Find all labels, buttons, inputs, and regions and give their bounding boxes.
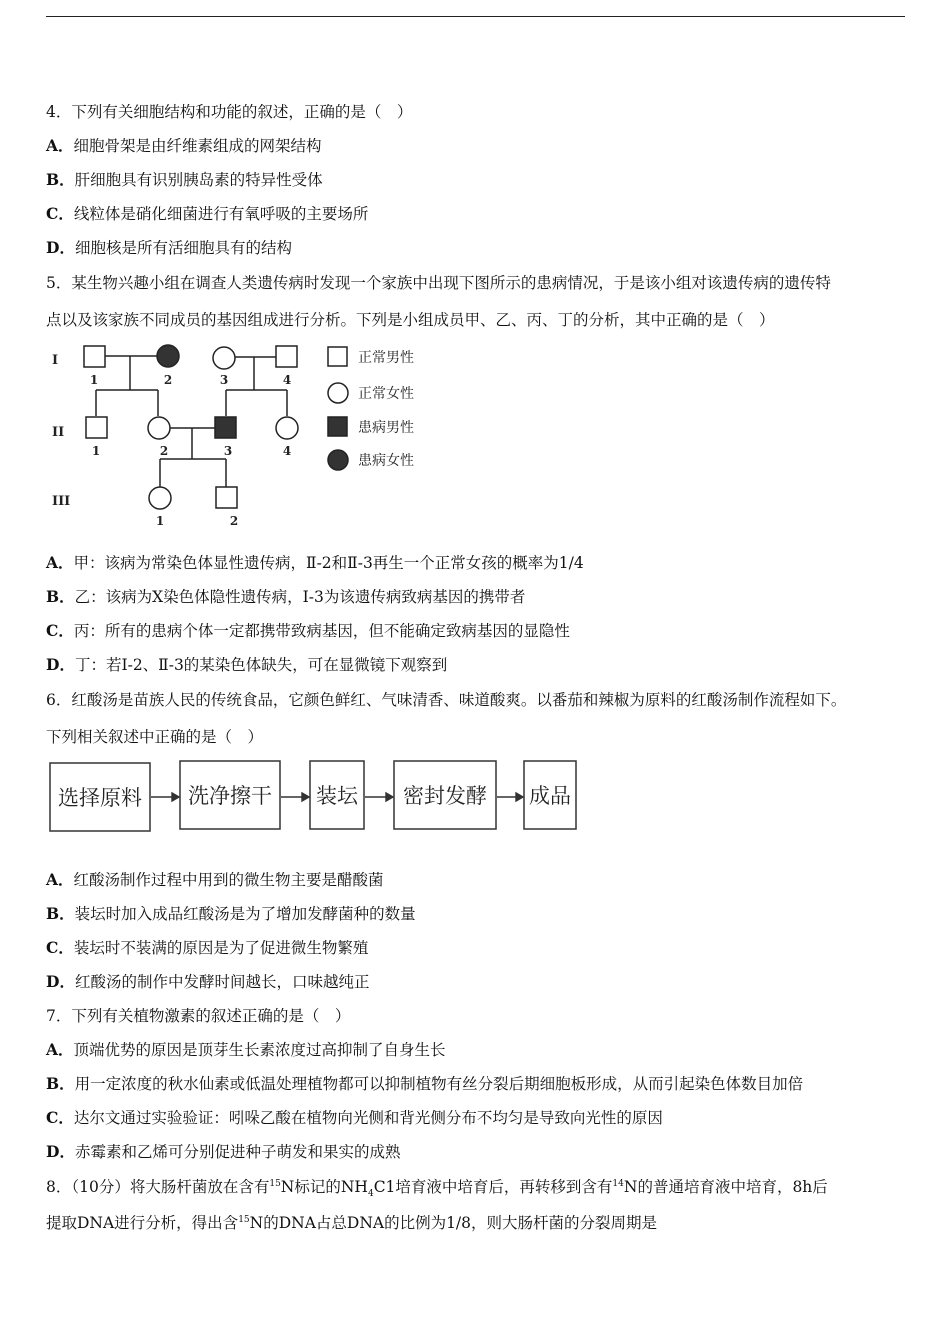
gen2-num-1: 1 xyxy=(91,444,101,458)
gen1-num-3: 3 xyxy=(219,373,229,387)
q7-option-b: B．用一定浓度的秋水仙素或低温处理植物都可以抑制植物有丝分裂后期细胞板形成，从而引起染色体数目加倍 xyxy=(46,1074,804,1093)
q6-stem-line2: 下列相关叙述中正确的是（ ） xyxy=(46,728,264,746)
gen2-num-3: 3 xyxy=(223,444,233,458)
q5-stem-line2: 点以及该家族不同成员的基因组成进行分析。下列是小组成员甲、乙、丙、丁的分析，其中正确的是（ ） xyxy=(46,311,775,329)
pedigree-diagram xyxy=(46,338,446,533)
gen1-num-1: 1 xyxy=(89,373,99,387)
q8-line2: 提取DNA进行分析，得出含$^{15}$N的DNA占总DNA的比例为1/8，则大肠杆菌的分裂周期是 xyxy=(46,1214,658,1232)
q6-option-b: B．装坛时加入成品红酸汤是为了增加发酵菌种的数量 xyxy=(46,904,416,923)
q6-option-a: A．红酸汤制作过程中用到的微生物主要是醋酸菌 xyxy=(46,870,384,889)
legend-affected-female: 患病女性 xyxy=(358,453,414,469)
q7-stem: 7．下列有关植物激素的叙述正确的是（ ） xyxy=(46,1007,351,1025)
q5-option-c: C．丙：所有的患病个体一定都携带致病基因，但不能确定致病基因的显隐性 xyxy=(46,621,570,640)
q4-option-a: A．细胞骨架是由纤维素组成的网架结构 xyxy=(46,136,322,155)
q7-option-c: C．达尔文通过实验验证：吲哚乙酸在植物向光侧和背光侧分布不均匀是导致向光性的原因 xyxy=(46,1108,663,1127)
q4-option-c: C．线粒体是硝化细菌进行有氧呼吸的主要场所 xyxy=(46,204,369,223)
q6-option-c: C．装坛时不装满的原因是为了促进微生物繁殖 xyxy=(46,938,369,957)
q5-option-a: A．甲：该病为常染色体显性遗传病，Ⅱ-2和Ⅱ-3再生一个正常女孩的概率为1/4 xyxy=(46,553,584,572)
q8-line1: 8．（10分）将大肠杆菌放在含有$^{15}$N标记的$NH_4C1$培育液中培育后，再转移到含有$^{14}$N的普通培育液中培育，8h后 xyxy=(46,1178,828,1200)
flow-step-4: 密封发酵 xyxy=(403,784,487,808)
legend-normal-male: 正常男性 xyxy=(358,350,414,366)
q6-option-d: D．红酸汤的制作中发酵时间越长，口味越纯正 xyxy=(46,972,370,991)
q7-option-a: A．顶端优势的原因是顶芽生长素浓度过高抑制了自身生长 xyxy=(46,1040,446,1059)
q6-stem-line1: 6．红酸汤是苗族人民的传统食品，它颜色鲜红、气味清香、味道酸爽。以番茄和辣椒为原料的红酸汤制作流程如下。 xyxy=(46,691,847,709)
process-flow-diagram xyxy=(46,757,586,837)
gen2-num-2: 2 xyxy=(159,444,169,458)
flow-step-3: 装坛 xyxy=(316,784,358,808)
gen3-num-2: 2 xyxy=(229,514,239,528)
q4-option-b: B．肝细胞具有识别胰岛素的特异性受体 xyxy=(46,170,323,189)
gen-label-1: I xyxy=(52,353,59,368)
q5-stem-line1: 5．某生物兴趣小组在调查人类遗传病时发现一个家族中出现下图所示的患病情况，于是该小组对该遗传病的遗传特 xyxy=(46,274,831,292)
legend-normal-female: 正常女性 xyxy=(358,386,414,402)
gen-label-3: III xyxy=(52,494,71,509)
header-rule xyxy=(46,16,905,17)
q4-stem: 4．下列有关细胞结构和功能的叙述，正确的是（ ） xyxy=(46,103,413,121)
gen3-num-1: 1 xyxy=(155,514,165,528)
flow-step-2: 洗净擦干 xyxy=(188,784,272,808)
q5-option-b: B．乙：该病为X染色体隐性遗传病，Ⅰ-3为该遗传病致病基因的携带者 xyxy=(46,587,526,606)
q5-option-d: D．丁：若Ⅰ-2、Ⅱ-3的某染色体缺失，可在显微镜下观察到 xyxy=(46,655,448,674)
gen-label-2: II xyxy=(52,425,65,440)
q7-option-d: D．赤霉素和乙烯可分别促进种子萌发和果实的成熟 xyxy=(46,1142,401,1161)
flow-step-5: 成品 xyxy=(529,784,571,808)
gen2-num-4: 4 xyxy=(282,444,292,458)
gen1-num-2: 2 xyxy=(163,373,173,387)
gen1-num-4: 4 xyxy=(282,373,292,387)
q4-option-d: D．细胞核是所有活细胞具有的结构 xyxy=(46,238,292,257)
flow-step-1: 选择原料 xyxy=(58,786,142,810)
legend-affected-male: 患病男性 xyxy=(358,420,414,436)
